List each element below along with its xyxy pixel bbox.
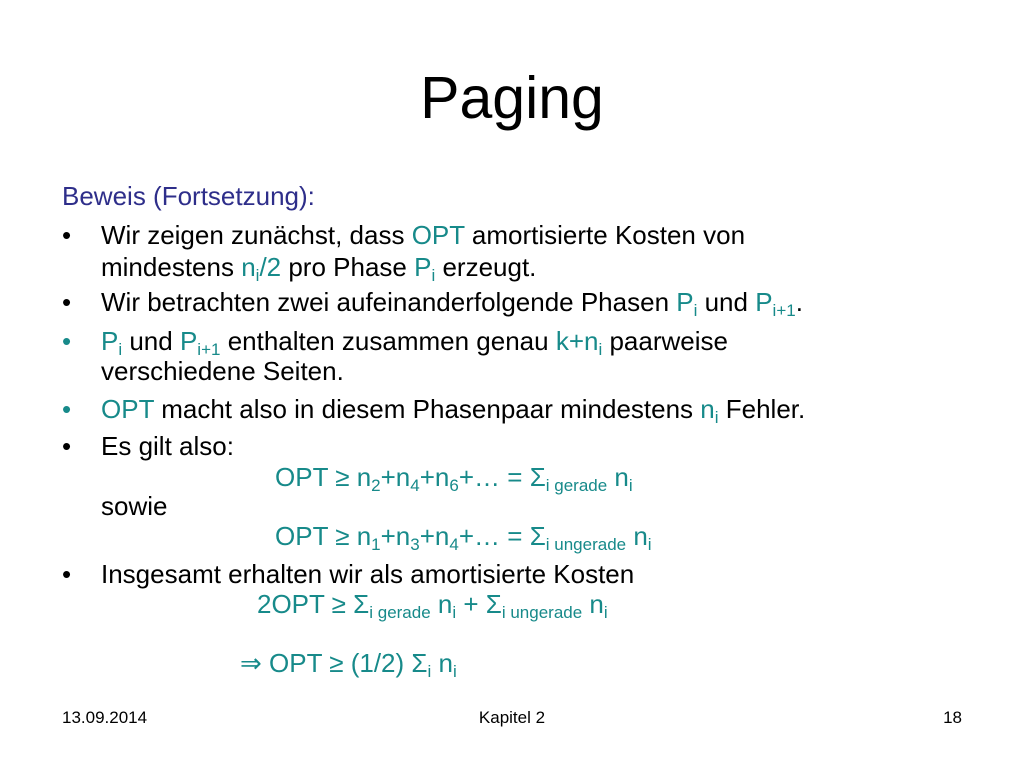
bullet-marker-6: •	[62, 559, 72, 589]
footer-date: 13.09.2014	[62, 708, 148, 727]
text: mindestens	[101, 252, 242, 282]
n-i-term: $n_i/2$	[241, 252, 282, 285]
text: enthalten zusammen genau	[220, 326, 556, 356]
text: Wir betrachten zwei aufeinanderfolgende Phasen	[101, 287, 677, 317]
text: pro Phase	[281, 252, 415, 282]
bullet-marker-1: •	[62, 220, 72, 250]
slide-title: Paging	[420, 65, 604, 131]
opt-term: OPT	[101, 394, 154, 424]
text: Wir zeigen zunächst, dass	[101, 220, 412, 250]
formula-sum: $2OPT \ge \Sigma_{i gerade}$ $n_i + \Sigma_{i ungerade}$ $n_i$	[257, 589, 608, 622]
bullet-2-line-1	[101, 286, 803, 318]
bullet-3-line-2: verschiedene Seiten.	[101, 356, 344, 386]
text: und	[697, 287, 756, 317]
bullet-5-line-1: Es gilt also:	[101, 431, 234, 461]
footer-chapter: Kapitel 2	[478, 708, 546, 727]
bullet-6-line-1: Insgesamt erhalten wir als amortisierte Kosten	[101, 559, 635, 589]
text: Fehler.	[718, 394, 806, 424]
p-i-term: $P_i$	[101, 326, 123, 359]
bullet-marker-3: •	[62, 326, 72, 356]
text: erzeugt.	[435, 252, 537, 282]
p-i1-term: $P_{i+1}$	[755, 287, 796, 320]
text: paarweise	[602, 326, 728, 356]
n-i-term: $n_i$	[700, 394, 719, 427]
formula-even: OPT ≥ $n_2+n_4+n_6+\dots = \Sigma_{i gerade}$ $n_i$	[275, 462, 633, 495]
text: und	[122, 326, 180, 356]
bullet-marker-5: •	[62, 431, 72, 461]
formula-odd: OPT ≥ $n_1+n_3+n_4+\dots = \Sigma_{i ungerade}$ $n_i$	[275, 521, 652, 554]
bullet-marker-2: •	[62, 287, 72, 317]
text: amortisierte Kosten von	[464, 220, 746, 250]
formula-result: ⇒ OPT ≥ (1/2) $\Sigma_i$ $n_i$	[240, 648, 457, 681]
opt-term: OPT	[411, 220, 465, 250]
bullet-1-line-1	[101, 219, 745, 251]
bullet-4-line-1	[101, 393, 805, 425]
p-i-term: $P_i$	[414, 252, 436, 285]
bullet-marker-4: •	[62, 394, 72, 424]
p-i-term: $P_i$	[676, 287, 698, 320]
k-n-term: $k+n_i$	[555, 326, 603, 359]
p-i1-term: $P_{i+1}$	[179, 326, 221, 359]
sowie-text: sowie	[101, 491, 168, 521]
bullet-1-line-2	[101, 251, 536, 283]
footer-page-number: 18	[943, 708, 962, 727]
text: .	[795, 287, 803, 317]
text: macht also in diesem Phasenpaar mindestens	[153, 394, 701, 424]
bullet-3-line-1	[101, 325, 728, 357]
section-heading: Beweis (Fortsetzung):	[62, 181, 315, 211]
